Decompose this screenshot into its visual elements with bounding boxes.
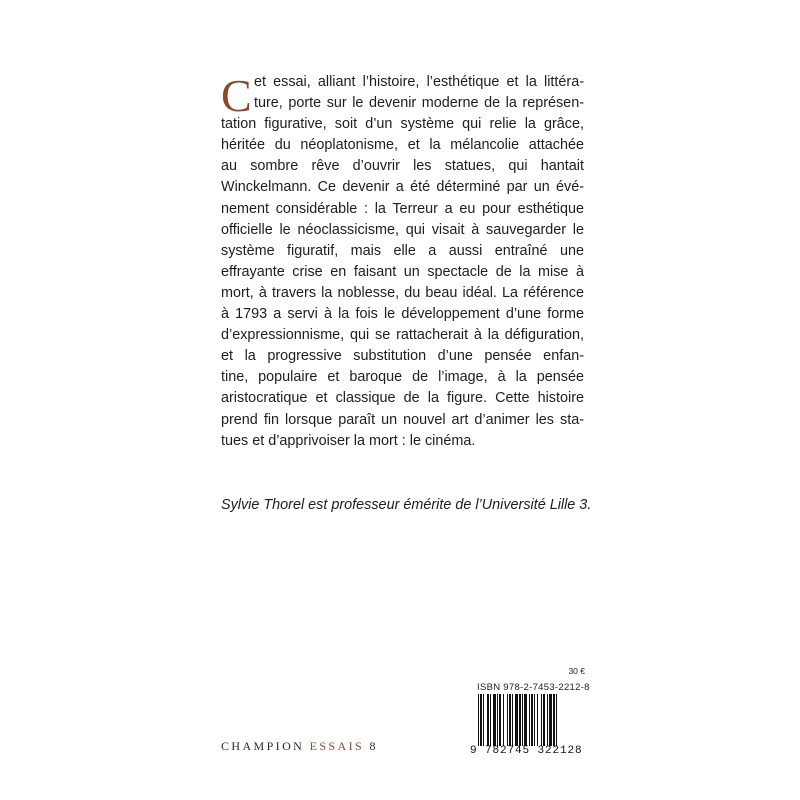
- summary-line: et essai, alliant l’histoire, l’esthétique et la littéra-: [254, 74, 584, 90]
- summary-line: officielle le néoclassicisme, qui visait à sauvegarder le: [221, 221, 584, 238]
- author-note: Sylvie Thorel est professeur émérite de l’Université Lille 3.: [221, 497, 592, 513]
- summary-line: d’expressionnisme, qui se rattacherait à la défiguration,: [221, 327, 584, 344]
- summary-line: Winckelmann. Ce devenir a été déterminé par un évé-: [221, 179, 584, 196]
- series-name: ESSAIS: [309, 739, 365, 753]
- summary-line: aristocratique et classique de la figure. Cette histoire: [221, 390, 584, 407]
- series-publisher: CHAMPION: [221, 739, 305, 753]
- price-label: 30 €: [568, 666, 585, 676]
- summary-line: prend fin lorsque paraît un nouvel art d’animer les sta-: [221, 411, 584, 428]
- summary-line: et la progressive substitution d’une pensée enfan-: [221, 348, 584, 365]
- isbn-label: ISBN 978-2-7453-2212-8: [477, 682, 590, 693]
- back-cover-summary: [221, 72, 584, 452]
- summary-line: au sombre rêve d’ouvrir les statues, qui hantait: [221, 158, 584, 175]
- series-label: [221, 739, 378, 754]
- summary-line: nement considérable : la Terreur a eu pour esthétique: [221, 200, 584, 217]
- barcode: [477, 694, 585, 746]
- summary-line: tation figurative, soit d’un système qui relie la grâce,: [221, 116, 584, 133]
- barcode-digits: 9 782745 322128: [470, 745, 583, 757]
- series-number: 8: [369, 739, 378, 753]
- summary-line: système figuratif, mais elle a aussi entraîné une: [221, 242, 584, 259]
- drop-cap: C: [221, 70, 252, 121]
- summary-line: tues et d’apprivoiser la mort : le cinéma.: [221, 432, 476, 449]
- summary-line: ture, porte sur le devenir moderne de la représen-: [254, 95, 584, 112]
- summary-line: héritée du néoplatonisme, et la mélancolie attachée: [221, 137, 584, 154]
- summary-line: mort, à travers la noblesse, du beau idéal. La référence: [221, 284, 584, 301]
- summary-line: effrayante crise en faisant un spectacle de la mise à: [221, 263, 584, 280]
- summary-line: à 1793 a servi à la fois le développement d’une forme: [221, 306, 584, 323]
- summary-line: tine, populaire et baroque de l’image, à la pensée: [221, 369, 584, 386]
